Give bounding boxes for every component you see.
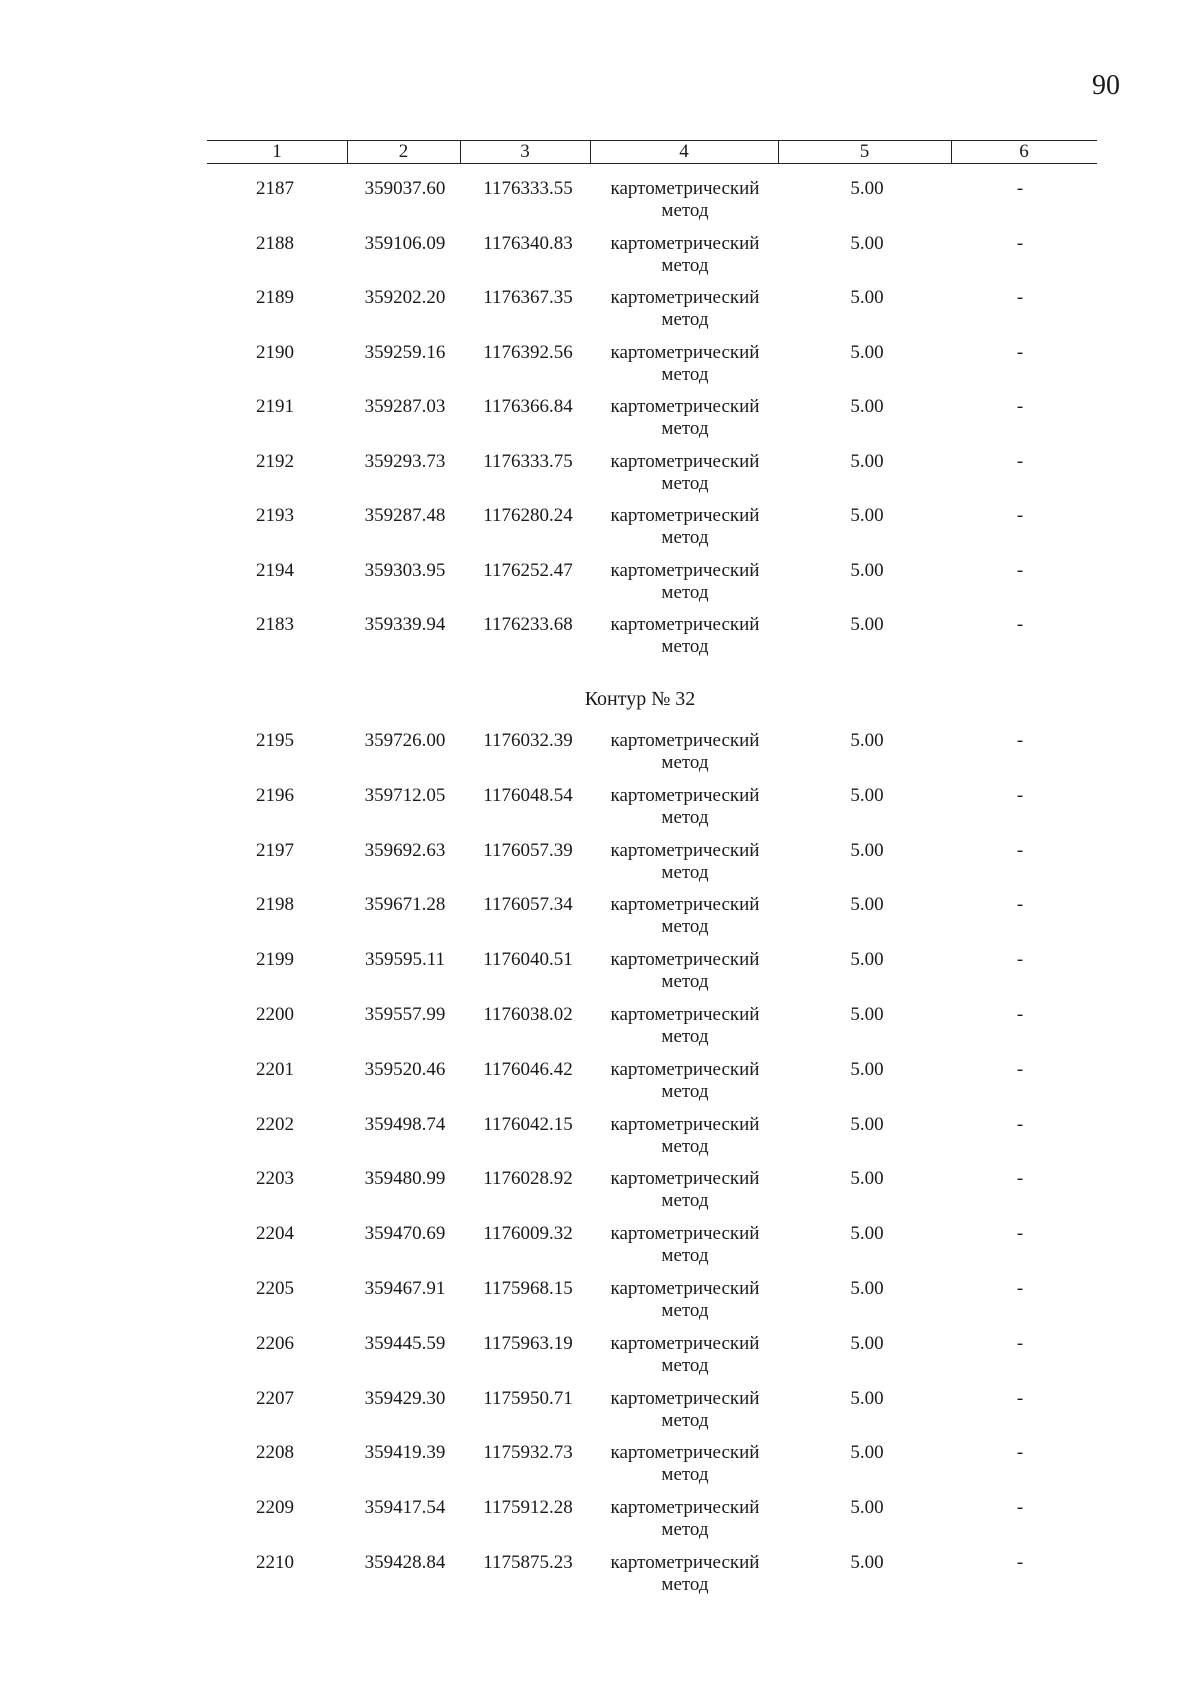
method-cell bbox=[595, 287, 775, 331]
table-row bbox=[0, 1223, 1200, 1273]
table-row bbox=[0, 1004, 1200, 1054]
accuracy-value: 5.00 bbox=[850, 178, 884, 199]
method-line-1: картометрический bbox=[610, 730, 760, 751]
note-value: - bbox=[1016, 232, 1024, 254]
point-number: 2192 bbox=[256, 450, 294, 472]
accuracy-value: 5.00 bbox=[850, 1168, 884, 1190]
note-value: - bbox=[1016, 1223, 1024, 1245]
method-cell bbox=[595, 505, 775, 549]
coord-x: 359712.05 bbox=[364, 784, 446, 806]
method-line-1: картометрический bbox=[610, 1004, 760, 1025]
coord-y: 1176333.55 bbox=[483, 178, 573, 199]
method-cell bbox=[595, 342, 775, 386]
note-value: - bbox=[1016, 784, 1024, 806]
accuracy-value: 5.00 bbox=[850, 730, 884, 751]
method-cell bbox=[595, 1497, 775, 1541]
coord-x: 359671.28 bbox=[364, 894, 446, 916]
method-line-2: метод bbox=[661, 1574, 709, 1595]
method-cell bbox=[595, 1552, 775, 1596]
coord-x: 359303.95 bbox=[364, 559, 446, 581]
coord-x: 359339.94 bbox=[364, 614, 446, 635]
accuracy-value: 5.00 bbox=[850, 1552, 884, 1573]
coord-x: 359480.99 bbox=[364, 1168, 446, 1190]
table-row bbox=[0, 505, 1200, 555]
header-col-6: 6 bbox=[1019, 141, 1029, 162]
coord-x: 359417.54 bbox=[364, 1497, 446, 1519]
method-line-1: картометрический bbox=[610, 232, 760, 254]
method-line-1: картометрический bbox=[610, 1332, 760, 1354]
header-col-4: 4 bbox=[679, 141, 689, 162]
coord-x: 359287.03 bbox=[364, 396, 446, 417]
note-value: - bbox=[1016, 341, 1024, 363]
method-line-2: метод bbox=[661, 1519, 709, 1541]
method-line-2: метод bbox=[661, 1080, 709, 1102]
coord-y: 1175963.19 bbox=[483, 1332, 573, 1354]
note-value: - bbox=[1016, 559, 1024, 581]
coord-y: 1176040.51 bbox=[483, 949, 573, 971]
note-value: - bbox=[1016, 1004, 1024, 1025]
method-line-1: картометрический bbox=[610, 1442, 760, 1464]
point-number: 2195 bbox=[256, 730, 294, 751]
header-col-5: 5 bbox=[859, 141, 870, 162]
point-number: 2190 bbox=[256, 341, 294, 363]
coord-y: 1176046.42 bbox=[483, 1058, 573, 1080]
method-cell bbox=[595, 614, 775, 658]
coord-y: 1176252.47 bbox=[483, 559, 573, 581]
coord-y: 1175950.71 bbox=[483, 1387, 573, 1409]
accuracy-value: 5.00 bbox=[850, 949, 884, 971]
method-line-2: метод bbox=[661, 1464, 709, 1486]
note-value: - bbox=[1016, 396, 1024, 417]
note-value: - bbox=[1016, 1442, 1024, 1464]
method-cell bbox=[595, 1059, 775, 1103]
point-number: 2183 bbox=[256, 614, 294, 635]
table-row bbox=[0, 396, 1200, 446]
method-cell bbox=[595, 1168, 775, 1212]
header-col-2: 2 bbox=[398, 141, 409, 162]
note-value: - bbox=[1016, 730, 1024, 751]
table-row bbox=[0, 840, 1200, 890]
point-number: 2208 bbox=[256, 1442, 294, 1464]
table-row bbox=[0, 785, 1200, 835]
method-line-1: картометрический bbox=[610, 1058, 760, 1080]
coord-x: 359692.63 bbox=[364, 839, 446, 861]
method-line-1: картометрический bbox=[610, 894, 760, 916]
method-line-2: метод bbox=[661, 418, 709, 439]
point-number: 2193 bbox=[256, 505, 294, 526]
coord-x: 359498.74 bbox=[364, 1113, 446, 1135]
method-line-2: метод bbox=[661, 200, 709, 221]
accuracy-value: 5.00 bbox=[850, 396, 884, 417]
point-number: 2204 bbox=[256, 1223, 294, 1245]
table-row bbox=[0, 730, 1200, 780]
coord-y: 1176333.75 bbox=[483, 450, 573, 472]
method-cell bbox=[595, 451, 775, 495]
coord-x: 359287.48 bbox=[364, 505, 446, 526]
note-value: - bbox=[1016, 839, 1024, 861]
point-number: 2202 bbox=[256, 1113, 294, 1135]
coord-x: 359726.00 bbox=[364, 730, 446, 751]
table-row bbox=[0, 1168, 1200, 1218]
point-number: 2206 bbox=[256, 1332, 294, 1354]
note-value: - bbox=[1016, 287, 1024, 308]
method-line-1: картометрический bbox=[610, 1113, 760, 1135]
method-cell bbox=[595, 949, 775, 993]
note-value: - bbox=[1016, 178, 1024, 199]
table-row bbox=[0, 1333, 1200, 1383]
coord-y: 1176009.32 bbox=[483, 1223, 573, 1245]
table-row bbox=[0, 1114, 1200, 1164]
header-col-3: 3 bbox=[520, 141, 530, 162]
coord-y: 1175968.15 bbox=[483, 1278, 573, 1299]
note-value: - bbox=[1016, 949, 1024, 971]
table-row bbox=[0, 560, 1200, 610]
table-row bbox=[0, 287, 1200, 337]
method-cell bbox=[595, 1388, 775, 1432]
point-number: 2187 bbox=[256, 178, 294, 199]
coord-y: 1176280.24 bbox=[483, 505, 573, 526]
coord-x: 359202.20 bbox=[364, 287, 446, 308]
coord-y: 1175932.73 bbox=[483, 1442, 573, 1464]
table-row bbox=[0, 894, 1200, 944]
method-line-2: метод bbox=[661, 636, 709, 657]
header-col-1: 1 bbox=[272, 141, 282, 162]
coord-x: 359470.69 bbox=[364, 1223, 446, 1245]
accuracy-value: 5.00 bbox=[850, 1442, 884, 1464]
method-line-2: метод bbox=[661, 1190, 709, 1212]
accuracy-value: 5.00 bbox=[850, 1113, 884, 1135]
method-line-2: метод bbox=[661, 1300, 709, 1321]
method-cell bbox=[595, 233, 775, 277]
note-value: - bbox=[1016, 1278, 1024, 1299]
coord-x: 359419.39 bbox=[364, 1442, 446, 1464]
table-row bbox=[0, 1552, 1200, 1602]
accuracy-value: 5.00 bbox=[850, 1004, 884, 1025]
point-number: 2207 bbox=[256, 1387, 294, 1409]
coord-y: 1176057.39 bbox=[483, 839, 573, 861]
coord-x: 359428.84 bbox=[364, 1552, 446, 1573]
coord-y: 1175912.28 bbox=[483, 1497, 573, 1519]
coord-x: 359106.09 bbox=[364, 232, 446, 254]
accuracy-value: 5.00 bbox=[850, 1497, 884, 1519]
coord-x: 359467.91 bbox=[364, 1278, 446, 1299]
method-cell bbox=[595, 1442, 775, 1486]
accuracy-value: 5.00 bbox=[850, 1223, 884, 1245]
coord-y: 1176057.34 bbox=[483, 894, 573, 916]
method-line-2: метод bbox=[661, 472, 709, 494]
coord-x: 359557.99 bbox=[364, 1004, 446, 1025]
table-row bbox=[0, 451, 1200, 501]
note-value: - bbox=[1016, 1387, 1024, 1409]
method-line-1: картометрический bbox=[610, 1278, 760, 1299]
method-line-2: метод bbox=[661, 1026, 709, 1047]
coord-y: 1175875.23 bbox=[483, 1552, 573, 1573]
method-line-2: метод bbox=[661, 527, 709, 548]
accuracy-value: 5.00 bbox=[850, 1332, 884, 1354]
method-line-2: метод bbox=[661, 1354, 709, 1376]
table-row bbox=[0, 1497, 1200, 1547]
table-row bbox=[0, 1442, 1200, 1492]
coord-y: 1176233.68 bbox=[483, 614, 573, 635]
method-line-2: метод bbox=[661, 363, 709, 385]
coord-x: 359445.59 bbox=[364, 1332, 446, 1354]
accuracy-value: 5.00 bbox=[850, 505, 884, 526]
coord-y: 1176048.54 bbox=[483, 784, 573, 806]
accuracy-value: 5.00 bbox=[850, 232, 884, 254]
accuracy-value: 5.00 bbox=[850, 614, 884, 635]
method-line-2: метод bbox=[661, 581, 709, 603]
note-value: - bbox=[1016, 505, 1024, 526]
method-line-2: метод bbox=[661, 309, 709, 330]
method-line-1: картометрический bbox=[610, 341, 760, 363]
accuracy-value: 5.00 bbox=[850, 1387, 884, 1409]
method-line-1: картометрический bbox=[610, 450, 760, 472]
coord-x: 359259.16 bbox=[364, 341, 446, 363]
method-line-1: картометрический bbox=[610, 784, 760, 806]
method-cell bbox=[595, 396, 775, 440]
method-line-2: метод bbox=[661, 254, 709, 276]
method-line-2: метод bbox=[661, 971, 709, 993]
point-number: 2189 bbox=[256, 287, 294, 308]
method-cell bbox=[595, 730, 775, 774]
method-cell bbox=[595, 1004, 775, 1048]
accuracy-value: 5.00 bbox=[850, 894, 884, 916]
method-line-1: картометрический bbox=[610, 559, 760, 581]
coord-y: 1176028.92 bbox=[483, 1168, 573, 1190]
method-cell bbox=[595, 560, 775, 604]
method-line-2: метод bbox=[661, 806, 709, 828]
accuracy-value: 5.00 bbox=[850, 1278, 884, 1299]
method-line-2: метод bbox=[661, 1245, 709, 1267]
method-line-1: картометрический bbox=[610, 396, 760, 417]
method-line-1: картометрический bbox=[610, 178, 760, 199]
method-cell bbox=[595, 840, 775, 884]
point-number: 2200 bbox=[256, 1004, 294, 1025]
method-line-1: картометрический bbox=[610, 839, 760, 861]
note-value: - bbox=[1016, 450, 1024, 472]
coord-y: 1176038.02 bbox=[483, 1004, 573, 1025]
note-value: - bbox=[1016, 1552, 1024, 1573]
point-number: 2198 bbox=[256, 894, 294, 916]
accuracy-value: 5.00 bbox=[850, 341, 884, 363]
table-row bbox=[0, 342, 1200, 392]
note-value: - bbox=[1016, 1058, 1024, 1080]
method-line-1: картометрический bbox=[610, 1168, 760, 1190]
page-number: 90 bbox=[1092, 70, 1120, 101]
table-row bbox=[0, 949, 1200, 999]
table-row bbox=[0, 1388, 1200, 1438]
table-row bbox=[0, 1278, 1200, 1328]
coord-y: 1176340.83 bbox=[483, 232, 573, 254]
table-header bbox=[207, 140, 1097, 164]
accuracy-value: 5.00 bbox=[850, 450, 884, 472]
coord-y: 1176032.39 bbox=[483, 730, 573, 751]
method-line-2: метод bbox=[661, 916, 709, 938]
method-line-1: картометрический bbox=[610, 1552, 760, 1573]
note-value: - bbox=[1016, 614, 1024, 635]
table-row bbox=[0, 614, 1200, 664]
coord-y: 1176366.84 bbox=[483, 396, 573, 417]
coord-x: 359293.73 bbox=[364, 450, 446, 472]
method-line-1: картометрический bbox=[610, 1497, 760, 1519]
method-line-1: картометрический bbox=[610, 1223, 760, 1245]
note-value: - bbox=[1016, 1113, 1024, 1135]
table-row bbox=[0, 1059, 1200, 1109]
contour-title: Контур № 32 bbox=[584, 688, 696, 710]
note-value: - bbox=[1016, 1497, 1024, 1519]
coord-y: 1176367.35 bbox=[483, 287, 573, 308]
method-line-1: картометрический bbox=[610, 1387, 760, 1409]
accuracy-value: 5.00 bbox=[850, 287, 884, 308]
accuracy-value: 5.00 bbox=[850, 784, 884, 806]
point-number: 2188 bbox=[256, 232, 294, 254]
method-line-1: картометрический bbox=[610, 505, 760, 526]
note-value: - bbox=[1016, 894, 1024, 916]
point-number: 2196 bbox=[256, 784, 294, 806]
method-cell bbox=[595, 785, 775, 829]
point-number: 2205 bbox=[256, 1278, 294, 1299]
table-row bbox=[0, 178, 1200, 228]
coord-x: 359037.60 bbox=[364, 178, 446, 199]
point-number: 2203 bbox=[256, 1168, 294, 1190]
method-cell bbox=[595, 1114, 775, 1158]
coord-x: 359429.30 bbox=[364, 1387, 446, 1409]
method-cell bbox=[595, 894, 775, 938]
method-line-1: картометрический bbox=[610, 287, 760, 308]
point-number: 2194 bbox=[256, 559, 294, 581]
method-cell bbox=[595, 1223, 775, 1267]
method-cell bbox=[595, 1278, 775, 1322]
method-line-1: картометрический bbox=[610, 949, 760, 971]
coord-y: 1176042.15 bbox=[483, 1113, 573, 1135]
accuracy-value: 5.00 bbox=[850, 839, 884, 861]
point-number: 2199 bbox=[256, 949, 294, 971]
method-cell bbox=[595, 1333, 775, 1377]
accuracy-value: 5.00 bbox=[850, 1058, 884, 1080]
method-line-2: метод bbox=[661, 1409, 709, 1431]
coord-x: 359595.11 bbox=[364, 949, 446, 971]
method-line-2: метод bbox=[661, 1135, 709, 1157]
point-number: 2197 bbox=[256, 839, 294, 861]
note-value: - bbox=[1016, 1168, 1024, 1190]
table-row bbox=[0, 233, 1200, 283]
coord-x: 359520.46 bbox=[364, 1058, 446, 1080]
coord-y: 1176392.56 bbox=[483, 341, 573, 363]
point-number: 2210 bbox=[256, 1552, 294, 1573]
point-number: 2201 bbox=[256, 1058, 294, 1080]
method-cell bbox=[595, 178, 775, 222]
point-number: 2191 bbox=[256, 396, 294, 417]
method-line-2: метод bbox=[661, 752, 709, 773]
method-line-1: картометрический bbox=[610, 614, 760, 635]
method-line-2: метод bbox=[661, 861, 709, 883]
point-number: 2209 bbox=[256, 1497, 294, 1519]
accuracy-value: 5.00 bbox=[850, 559, 884, 581]
note-value: - bbox=[1016, 1332, 1024, 1354]
